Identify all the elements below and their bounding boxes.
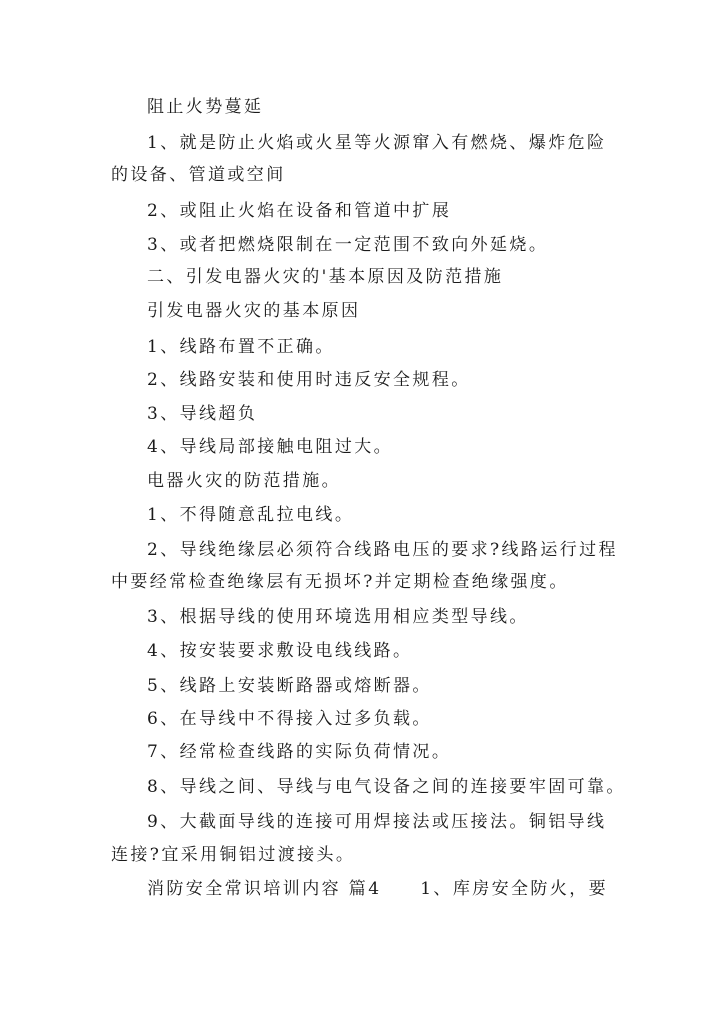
- text-line: 中要经常检查绝缘层有无损坏?并定期检查绝缘强度。: [111, 572, 569, 592]
- text-line: 8、导线之间、导线与电气设备之间的连接要牢固可靠。: [147, 777, 626, 797]
- text-line: 3、导线超负: [147, 404, 258, 424]
- text-line: 6、在导线中不得接入过多负载。: [147, 709, 432, 729]
- text-line: 2、导线绝缘层必须符合线路电压的要求?线路运行过程: [147, 540, 618, 560]
- text-line: 4、导线局部接触电阻过大。: [147, 437, 394, 457]
- text-line: 连接?宜采用铜铝过渡接头。: [111, 845, 356, 865]
- text-line: 7、经常检查线路的实际负荷情况。: [147, 742, 452, 762]
- text-line: 3、或者把燃烧限制在一定范围不致向外延烧。: [147, 235, 549, 255]
- text-line: 1、线路布置不正确。: [147, 337, 335, 357]
- text-line: 1、不得随意乱拉电线。: [147, 505, 355, 525]
- text-line: 3、根据导线的使用环境选用相应类型导线。: [147, 607, 529, 627]
- text-line: 9、大截面导线的连接可用焊接法或压接法。铜铝导线: [147, 812, 607, 832]
- text-line: 阻止火势蔓延: [147, 97, 264, 117]
- text-line: 4、按安装要求敷设电线线路。: [147, 641, 413, 661]
- text-line: 消防安全常识培训内容 篇4 1、库房安全防火，要: [147, 879, 609, 899]
- text-line: 电器火灾的防范措施。: [147, 471, 341, 491]
- text-line: 2、或阻止火焰在设备和管道中扩展: [147, 201, 452, 221]
- text-line: 引发电器火灾的基本原因: [147, 301, 361, 321]
- text-line: 二、引发电器火灾的'基本原因及防范措施: [147, 267, 504, 287]
- text-line: 5、线路上安装断路器或熔断器。: [147, 676, 432, 696]
- text-line: 2、线路安装和使用时违反安全规程。: [147, 370, 471, 390]
- text-line: 的设备、管道或空间: [111, 165, 286, 185]
- text-line: 1、就是防止火焰或火星等火源窜入有燃烧、爆炸危险: [147, 133, 607, 153]
